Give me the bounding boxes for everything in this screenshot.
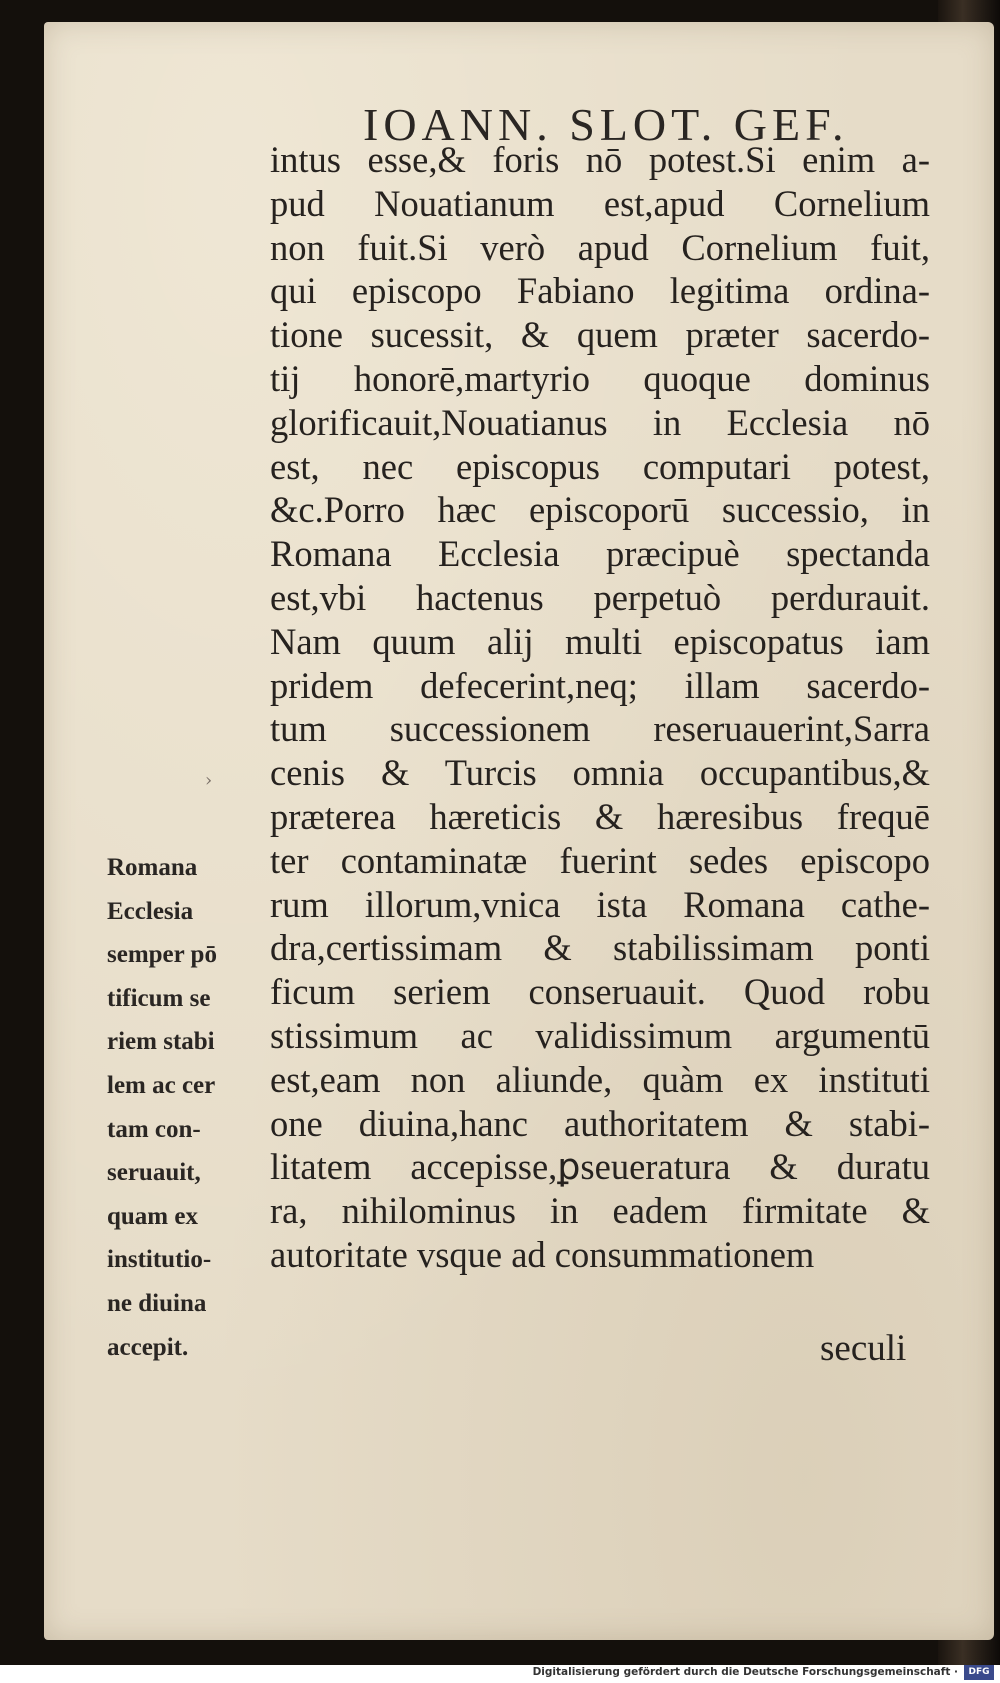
body-line: dra,certissimam & stabilissimam ponti: [270, 927, 930, 969]
body-line: tij honorē,martyrio quoque dominus: [270, 357, 930, 399]
body-line: pridem defecerint,neq; illam sacerdo-: [270, 664, 930, 706]
margin-line: tam con-: [107, 1115, 201, 1143]
margin-line: ne diuina: [107, 1289, 207, 1317]
body-line: tione sucessit, & quem præter sacerdo-: [270, 314, 930, 356]
margin-line: lem ac cer: [107, 1071, 216, 1099]
body-line: &c.Porro hæc episcoporū successio, in: [270, 489, 930, 531]
body-line: qui episcopo Fabiano legitima ordina-: [270, 270, 930, 312]
body-line: præterea hæreticis & hæresibus frequē: [270, 795, 930, 837]
body-line: rum illorum,vnica ista Romana cathe-: [270, 883, 930, 925]
body-line: est, nec episcopus computari potest,: [270, 445, 930, 487]
body-line: cenis & Turcis omnia occupantibus,&: [270, 752, 930, 794]
body-line: pud Nouatianum est,apud Cornelium: [270, 182, 930, 224]
body-line: Romana Ecclesia præcipuè spectanda: [270, 533, 930, 575]
running-head: IOANN. SLOT. GEF.: [363, 99, 849, 150]
footer-credit: Digitalisierung gefördert durch die Deutsche Forschungsgemeinschaft ·: [532, 1666, 958, 1678]
body-line: tum successionem reseruauerint,Sarra: [270, 708, 930, 750]
body-line: stissimum ac validissimum argumentū: [270, 1014, 930, 1056]
margin-line: institutio-: [107, 1246, 212, 1274]
body-line: intus esse,& foris nō potest.Si enim a-: [270, 139, 930, 180]
dfg-logo-icon: DFG: [964, 1665, 994, 1680]
margin-line: Ecclesia: [107, 897, 194, 925]
margin-line: riem stabi: [107, 1028, 215, 1056]
body-line: one diuina,hanc authoritatem & stabi-: [270, 1102, 930, 1144]
margin-line: Romana: [107, 854, 198, 881]
margin-line: seruauit,: [107, 1159, 201, 1187]
body-line: est,vbi hactenus perpetuò perdurauit.: [270, 576, 930, 618]
body-line: autoritate vsque ad consummationem: [270, 1233, 815, 1275]
margin-line: semper pō: [107, 941, 217, 969]
body-line: ficum seriem conseruauit. Quod robu: [270, 971, 930, 1013]
body-line: litatem accepisse,ꝑseueratura & duratu: [270, 1146, 930, 1188]
margin-line: tificum se: [107, 984, 211, 1012]
body-line: non fuit.Si verò apud Cornelium fuit,: [270, 226, 930, 268]
margin-line: accepit.: [107, 1333, 189, 1361]
body-line: Nam quum alij multi episcopatus iam: [270, 620, 930, 662]
body-line: est,eam non aliunde, quàm ex instituti: [270, 1058, 930, 1100]
pencil-mark-icon: ›: [205, 770, 213, 791]
body-line: ter contaminatæ fuerint sedes episcopo: [270, 839, 930, 881]
margin-line: quam ex: [107, 1202, 198, 1230]
body-text: [270, 138, 930, 1277]
catchword: seculi: [820, 1328, 907, 1369]
body-line: ra, nihilominus in eadem firmitate &: [270, 1190, 930, 1232]
body-line: glorificauit,Nouatianus in Ecclesia nō: [270, 401, 930, 443]
marginal-note: [107, 846, 267, 1369]
